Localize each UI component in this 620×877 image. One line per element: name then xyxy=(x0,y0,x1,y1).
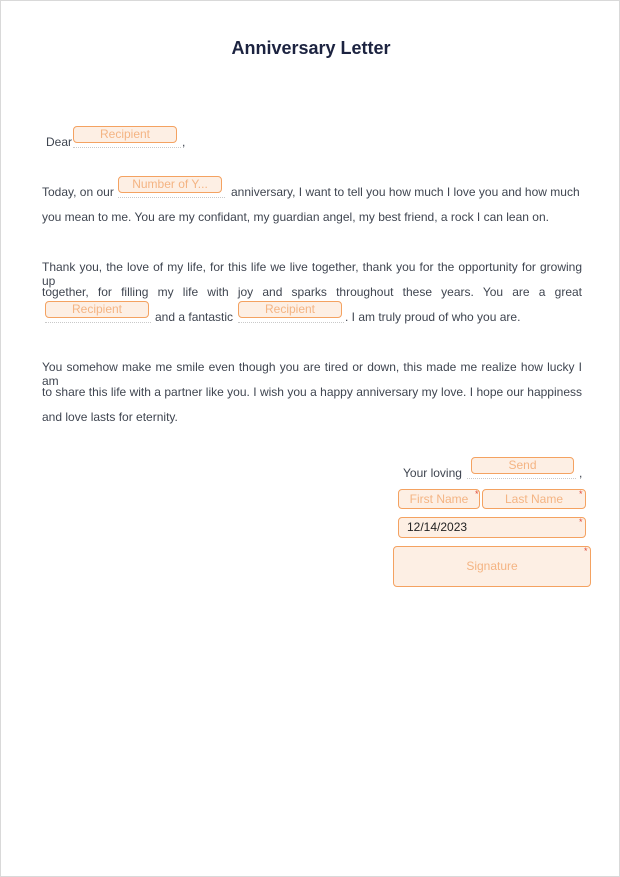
recipient-field-greeting[interactable]: Recipient xyxy=(73,126,177,143)
p2-line2: together, for filling my life with joy and sparks throughout these years. You are a great xyxy=(42,285,582,299)
p3-line3: and love lasts for eternity. xyxy=(42,410,178,424)
signature-field[interactable]: Signature xyxy=(393,546,591,587)
dear-label: Dear xyxy=(46,135,73,149)
date-required-mark: * xyxy=(579,517,583,527)
p3-line2: to share this life with a partner like you. I wish you a happy anniversary my love. I hope our happiness xyxy=(42,385,582,399)
recipient-field-2[interactable]: Recipient xyxy=(238,301,342,318)
p1-line2: you mean to me. You are my confidant, my guardian angel, my best friend, a rock I can lean on. xyxy=(42,210,549,224)
number-underline xyxy=(118,197,225,198)
first-name-field[interactable]: First Name xyxy=(398,489,480,509)
signature-required-mark: * xyxy=(584,546,588,556)
recipient2-underline xyxy=(238,322,344,323)
p2-line1: Thank you, the love of my life, for this life we live together, thank you for the opportunity for growing up xyxy=(42,260,582,288)
send-field[interactable]: Send xyxy=(471,457,574,474)
send-underline xyxy=(467,478,576,479)
recipient-underline xyxy=(73,147,181,148)
your-loving-label: Your loving xyxy=(403,466,462,480)
date-field[interactable]: 12/14/2023 xyxy=(398,517,586,538)
greeting-comma: , xyxy=(182,135,186,149)
first-name-required-mark: * xyxy=(475,489,479,499)
p3-line1: You somehow make me smile even though you are tired or down, this made me realize how lucky I am xyxy=(42,360,582,388)
p2-middle-text: and a fantastic xyxy=(155,310,234,324)
recipient-field-1[interactable]: Recipient xyxy=(45,301,149,318)
p2-end-text: . I am truly proud of who you are. xyxy=(345,310,521,324)
number-of-years-field[interactable]: Number of Y... xyxy=(118,176,222,193)
last-name-required-mark: * xyxy=(579,489,583,499)
p1-line1-end: anniversary, I want to tell you how much I love you and how much xyxy=(231,185,580,199)
p1-line1-start: Today, on our xyxy=(42,185,114,199)
recipient1-underline xyxy=(45,322,151,323)
page-title: Anniversary Letter xyxy=(231,38,391,58)
closing-comma: , xyxy=(579,466,583,480)
last-name-field[interactable]: Last Name xyxy=(482,489,586,509)
